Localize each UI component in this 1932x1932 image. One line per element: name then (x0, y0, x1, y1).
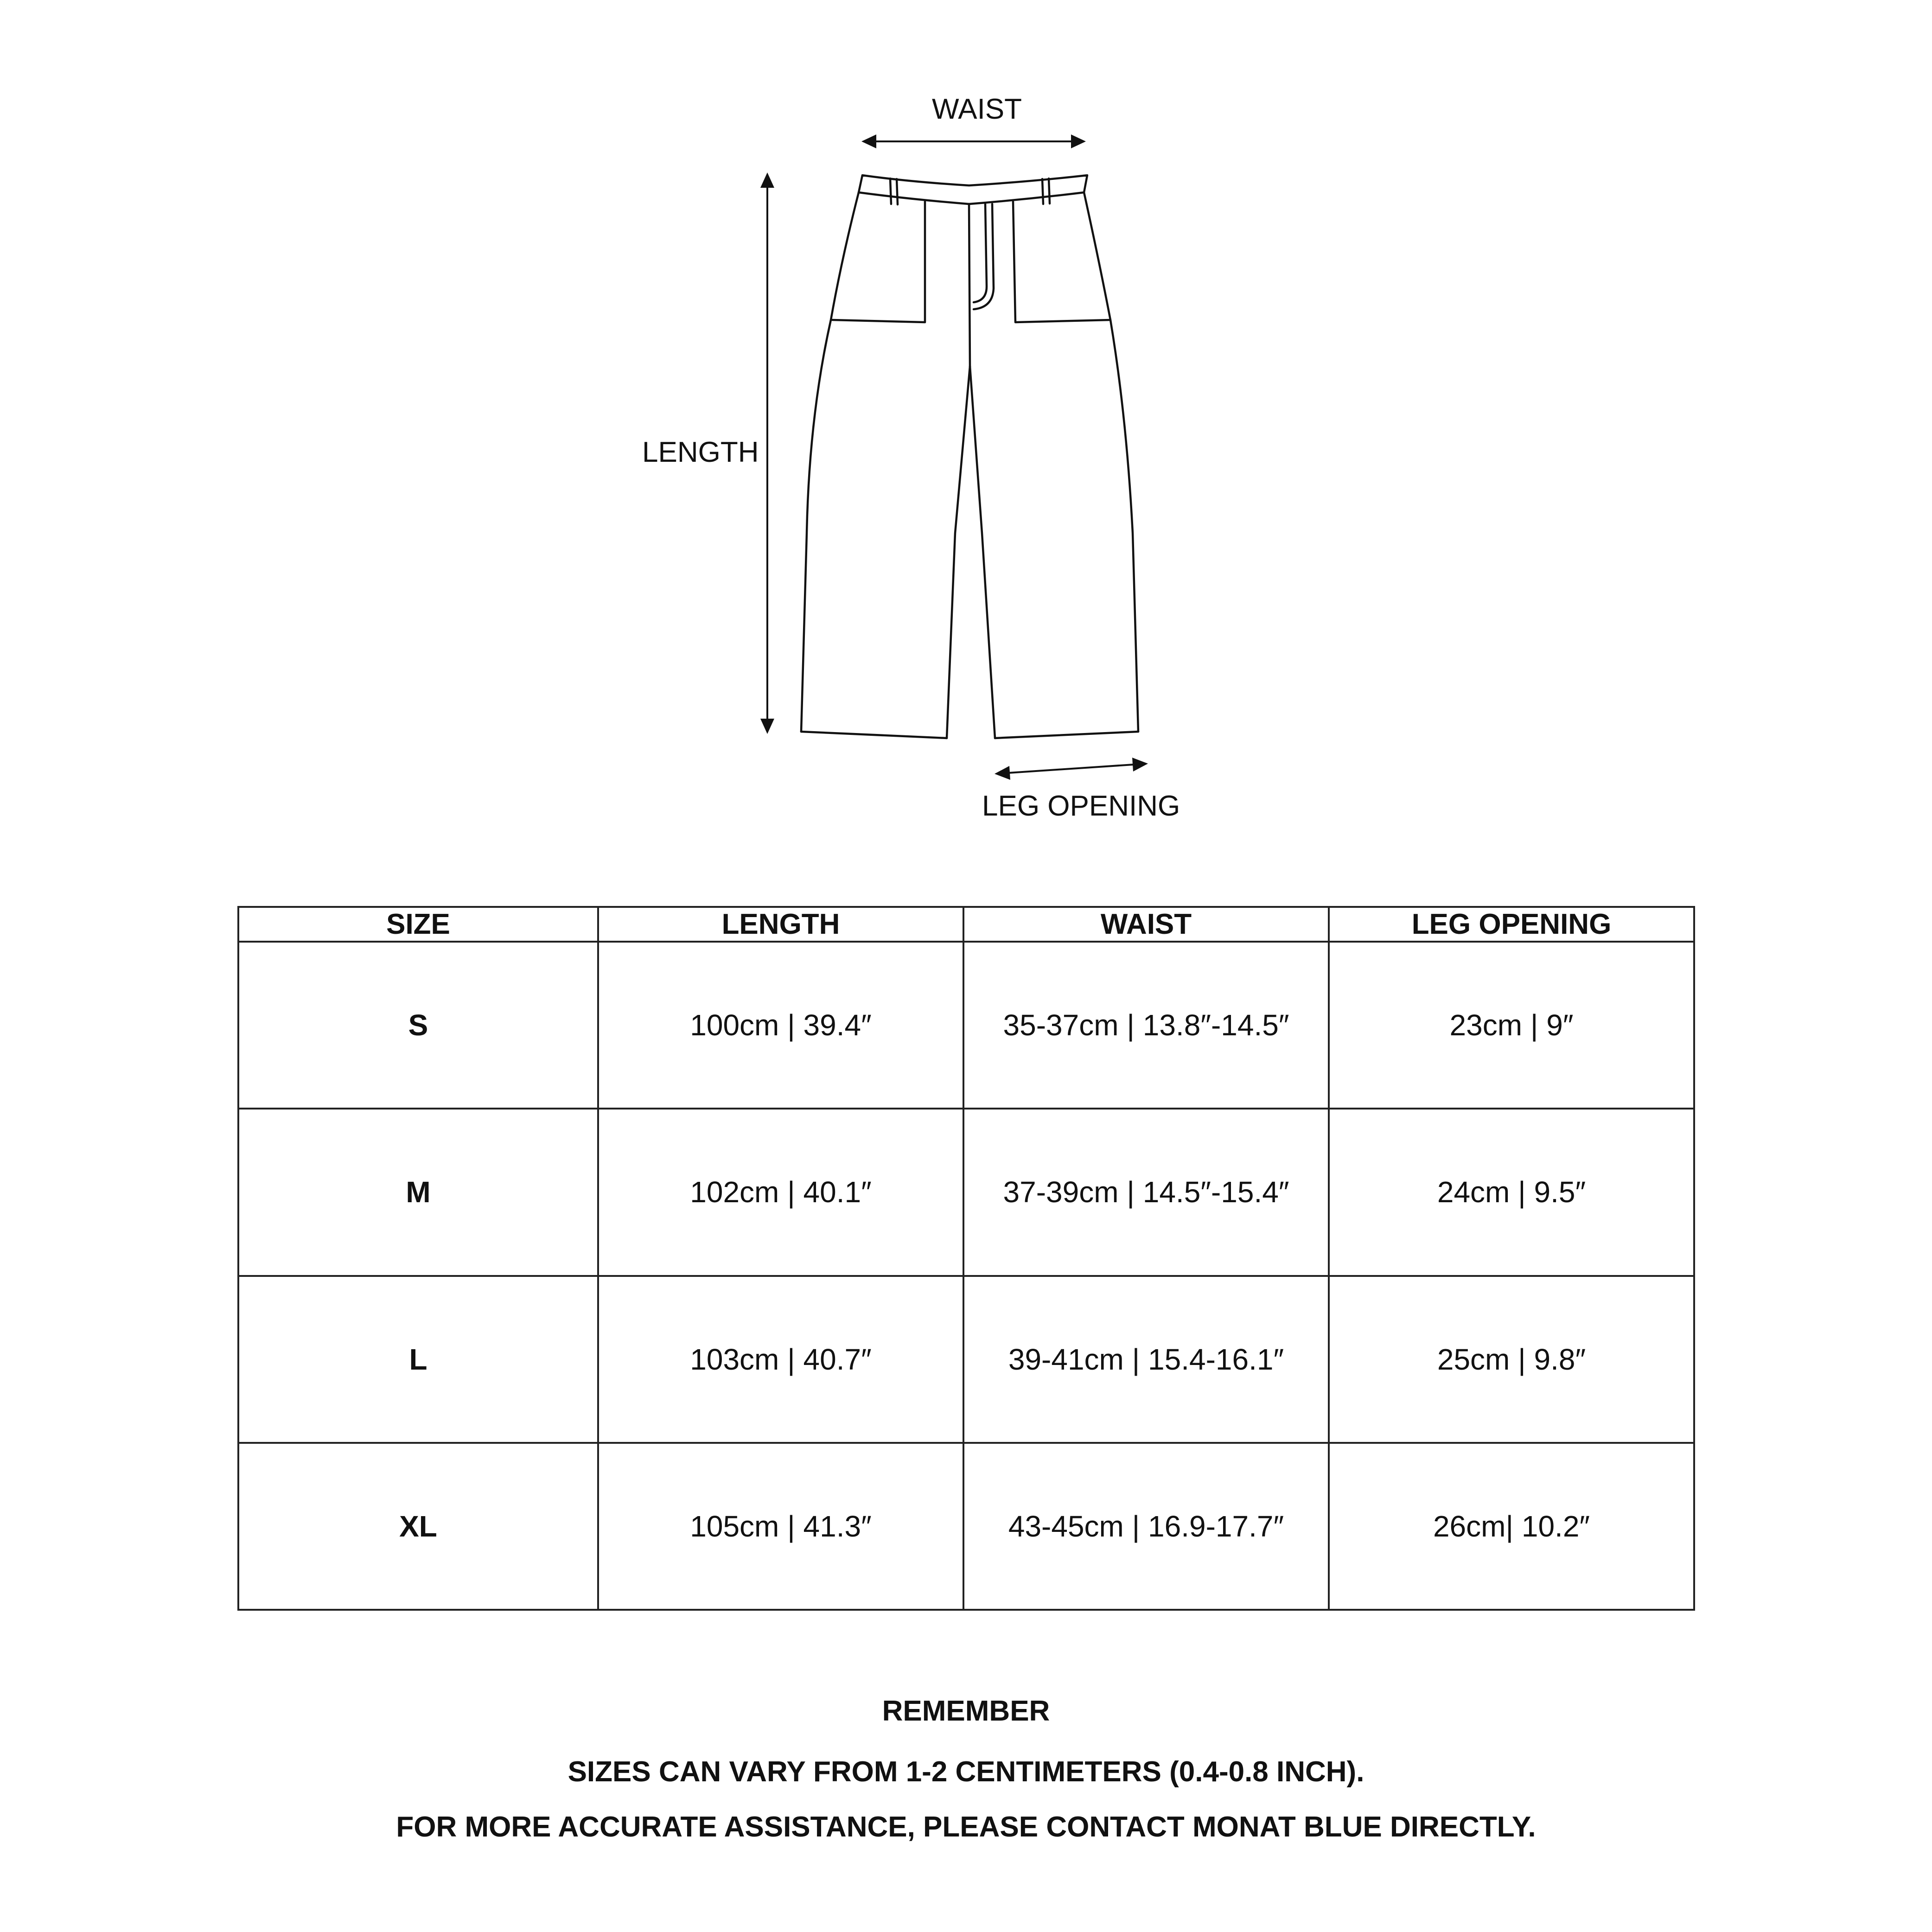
length-label: LENGTH (642, 436, 759, 468)
contact-note: FOR MORE ACCURATE ASSISTANCE, PLEASE CONTACT MONAT BLUE DIRECTLY. (396, 1811, 1536, 1843)
size-cell: XL (238, 1443, 598, 1610)
length-arrow (760, 172, 774, 734)
header-waist: WAIST (963, 907, 1329, 942)
table-row (238, 1109, 1694, 1275)
size-chart-table (237, 906, 1695, 1611)
size-cell: M (238, 1109, 598, 1275)
waist-cell: 39-41cm | 15.4-16.1″ (963, 1276, 1329, 1443)
leg-opening-arrow (995, 758, 1148, 780)
header-size: SIZE (238, 907, 598, 942)
leg-opening-cell: 25cm | 9.8″ (1329, 1276, 1694, 1443)
waist-label: WAIST (932, 93, 1022, 125)
table-row (238, 1276, 1694, 1443)
table-header-row (238, 907, 1694, 942)
pants-measurement-diagram (0, 0, 1932, 858)
table-row (238, 942, 1694, 1109)
length-cell: 102cm | 40.1″ (598, 1109, 963, 1275)
waist-arrow (861, 134, 1086, 148)
header-length: LENGTH (598, 907, 963, 942)
length-cell: 105cm | 41.3″ (598, 1443, 963, 1610)
waist-cell: 37-39cm | 14.5″-15.4″ (963, 1109, 1329, 1275)
size-cell: L (238, 1276, 598, 1443)
waist-cell: 43-45cm | 16.9-17.7″ (963, 1443, 1329, 1610)
size-variance-note: SIZES CAN VARY FROM 1-2 CENTIMETERS (0.4-0.8 INCH). (567, 1756, 1365, 1788)
size-cell: S (238, 942, 598, 1109)
header-leg-opening: LEG OPENING (1329, 907, 1694, 942)
length-cell: 100cm | 39.4″ (598, 942, 963, 1109)
leg-opening-label: LEG OPENING (982, 790, 1180, 822)
leg-opening-cell: 23cm | 9″ (1329, 942, 1694, 1109)
remember-heading: REMEMBER (882, 1695, 1050, 1727)
leg-opening-cell: 26cm| 10.2″ (1329, 1443, 1694, 1610)
pants-illustration (0, 0, 1932, 858)
length-cell: 103cm | 40.7″ (598, 1276, 963, 1443)
waist-cell: 35-37cm | 13.8″-14.5″ (963, 942, 1329, 1109)
pants-outline (801, 175, 1138, 738)
leg-opening-cell: 24cm | 9.5″ (1329, 1109, 1694, 1275)
table-row (238, 1443, 1694, 1610)
